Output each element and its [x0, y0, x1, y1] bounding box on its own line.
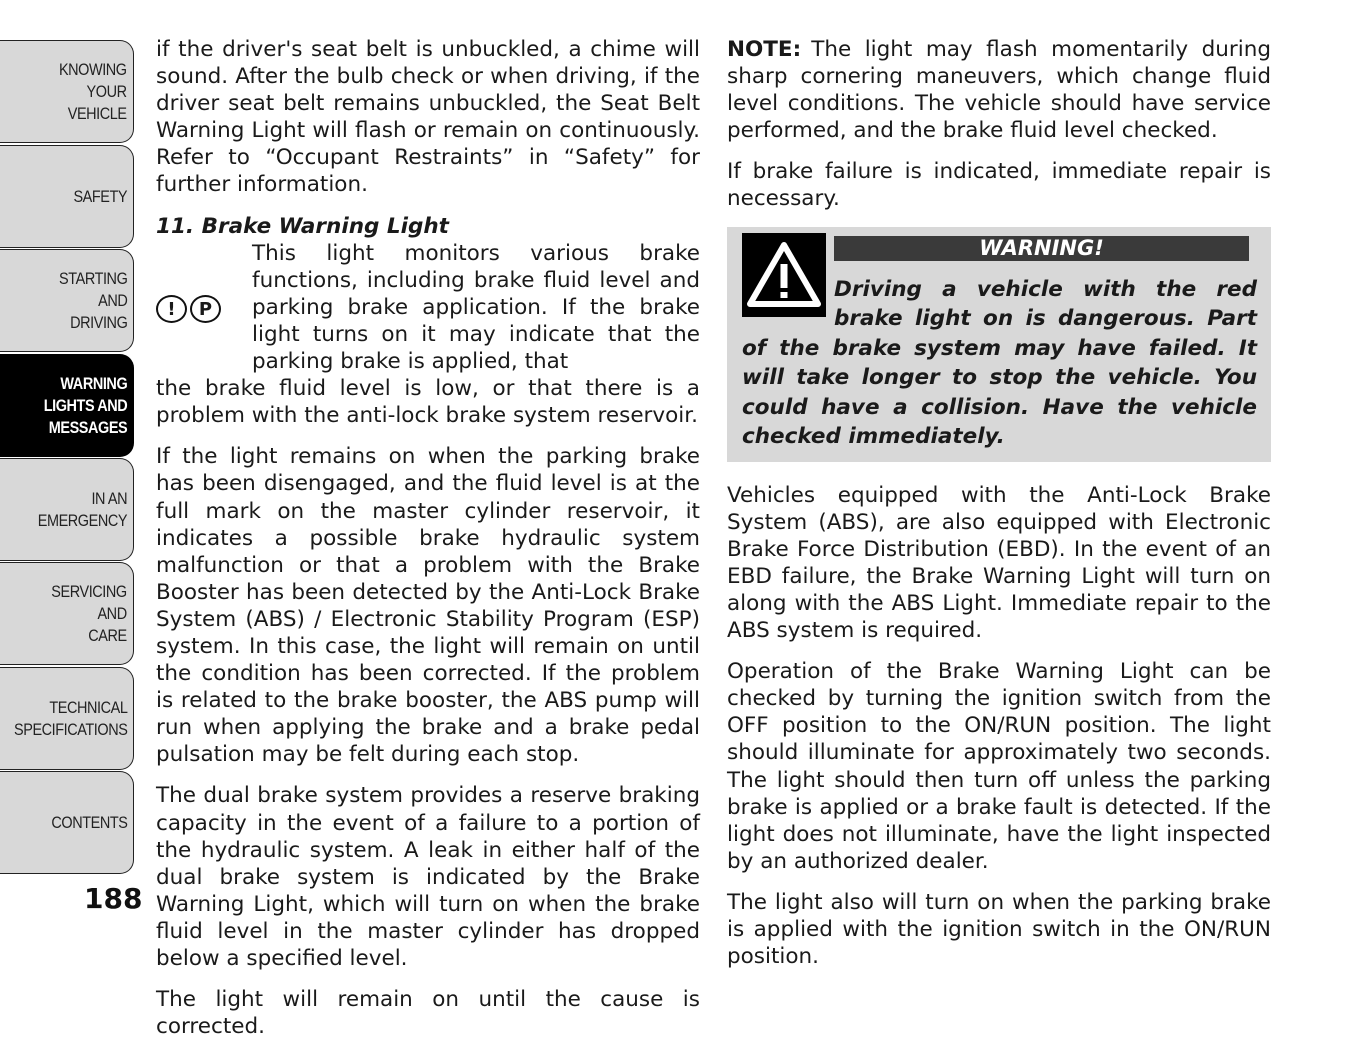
- brake-light-description: This light monitors various brake functions, including brake fluid level and parking brake application. If the brake light turns on it may indicate that the parking brake is applied, that: [252, 240, 700, 375]
- parking-brake-paragraph: The light also will turn on when the parking brake is applied with the ignition switch in the ON/RUN position.: [727, 889, 1271, 970]
- right-column: [727, 36, 1271, 984]
- brake-remains-paragraph: If the light remains on when the parking brake has been disengaged, and the fluid level is at the full mark on the master cylinder reservoir, it indicates a possible brake hydraulic system malfunction or that a problem with the Brake Booster has been detected by the Anti-Lock Brake System (ABS) / Electronic Stability Program (ESP) system. In this case, the light will remain on until the condition has been corrected. If the problem is related to the brake booster, the ABS pump will run when applying the brake and a brake pedal pulsation may be felt during each stop.: [156, 444, 700, 768]
- tab-technical-specifications[interactable]: [0, 667, 134, 770]
- tab-label: KNOWING YOUR VEHICLE: [59, 59, 127, 123]
- warning-triangle-icon: [742, 233, 826, 317]
- note-label: NOTE:: [727, 37, 802, 62]
- warning-text: Driving a vehicle with the red brake light on is dangerous. Part of the brake system may have failed. It will take longer to stop the vehicle. You could have a collision. Have the vehicle checked immediately.: [742, 276, 1257, 450]
- left-column: [156, 36, 700, 1054]
- seat-belt-paragraph: if the driver's seat belt is unbuckled, a chime will sound. After the bulb check or when driving, if the driver seat belt remains unbuckled, the Seat Belt Warning Light will flash or remain on continuously. Refer to “Occupant Restraints” in “Safety” for further information.: [156, 37, 700, 198]
- tab-safety[interactable]: [0, 145, 134, 248]
- dual-brake-paragraph: The dual brake system provides a reserve braking capacity in the event of a failure to a portion of the hydraulic system. A leak in either half of the dual brake system is indicated by the Brake Warning Light, which will turn on when the brake fluid level in the master cylinder has dropped below a specified level.: [156, 783, 700, 971]
- tab-starting-and-driving[interactable]: [0, 249, 134, 352]
- warning-title: WARNING!: [834, 236, 1249, 261]
- brake-warning-icons: [156, 240, 252, 375]
- tab-contents[interactable]: [0, 771, 134, 874]
- brake-light-description-continued: the brake fluid level is low, or that there is a problem with the anti-lock brake system reservoir.: [156, 376, 700, 429]
- tab-label: SERVICING AND CARE: [51, 581, 127, 645]
- tab-warning-lights-and-messages[interactable]: [0, 354, 134, 457]
- note-text: The light may flash momentarily during sharp cornering maneuvers, which change fluid level conditions. The vehicle should have service performed, and the brake fluid level checked.: [727, 37, 1271, 144]
- warning-box: [727, 227, 1271, 462]
- operation-check-paragraph: Operation of the Brake Warning Light can be checked by turning the ignition switch from the OFF position to the ON/RUN position. The light should illuminate for approximately two seconds. The light should then turn off unless the parking brake is applied or a brake fault is detected. If the light does not illuminate, have the light inspected by an authorized dealer.: [727, 659, 1271, 874]
- tab-label: STARTING AND DRIVING: [58, 268, 127, 332]
- tab-label: TECHNICAL SPECIFICATIONS: [13, 697, 127, 739]
- tab-label: WARNING LIGHTS AND MESSAGES: [43, 373, 128, 437]
- brake-exclamation-icon: !: [156, 295, 187, 323]
- brake-failure-paragraph: If brake failure is indicated, immediate repair is necessary.: [727, 159, 1271, 212]
- page-number: 188: [84, 882, 143, 915]
- remain-on-paragraph: The light will remain on until the cause is corrected.: [156, 987, 700, 1040]
- note-paragraph: [727, 36, 1271, 144]
- tab-in-an-emergency[interactable]: [0, 458, 134, 561]
- tab-knowing-your-vehicle[interactable]: [0, 40, 134, 143]
- tab-label: SAFETY: [73, 186, 127, 206]
- parking-brake-icon: P: [190, 295, 221, 323]
- tab-servicing-and-care[interactable]: [0, 562, 134, 665]
- tab-label: CONTENTS: [50, 812, 127, 832]
- tab-label: IN AN EMERGENCY: [37, 488, 127, 530]
- brake-warning-heading: 11. Brake Warning Light: [156, 213, 449, 239]
- brake-icon-block: [156, 240, 700, 375]
- ebd-paragraph: Vehicles equipped with the Anti-Lock Brake System (ABS), are also equipped with Electronic Brake Force Distribution (EBD). In the event of an EBD failure, the Brake Warning Light will turn on along with the ABS Light. Immediate repair to the ABS system is required.: [727, 482, 1271, 644]
